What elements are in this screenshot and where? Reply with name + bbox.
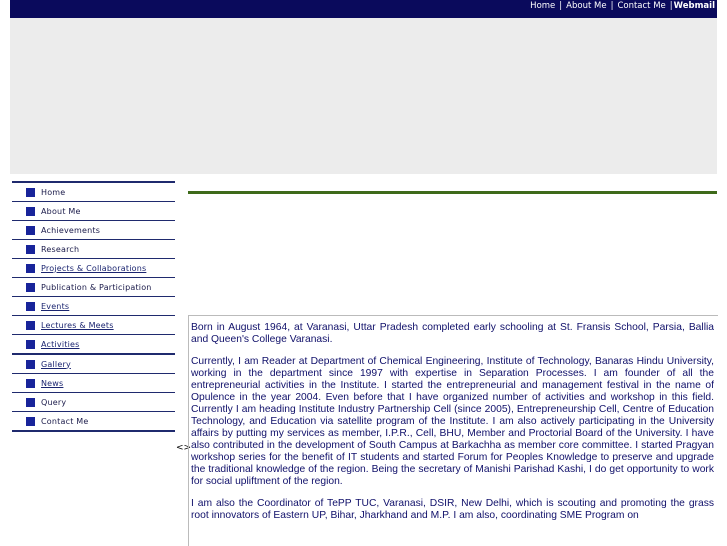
top-link-home[interactable]: Home [530, 1, 556, 11]
top-link-webmail[interactable]: Webmail [673, 1, 715, 11]
paragraph: Currently, I am Reader at Department of Chemical Engineering, Institute of Technology, Banaras Hindu University, working in the department since 1997 with expertise in Separation Processes. I am founder of all the entrepreneurial activities in the Institute. I started the entrepreneurial and management festival in the name of Opulence in the year 2004. Even before that I have organized number of activities and workshop in this field. Currently I am heading Institute Industry Partnership Cell (since 2005), Entrepreneurship Cell, Centre of Education Technology, and Education via satellite program of the Institute. I am also actively participating in the University affairs by putting my services as member, I.P.R., Cell, BHU, Member and Proctorial Board of the University. I have also contributed in the development of South Campus at Barkachha as member core committee. I started Pragyan workshop series for the benefit of IT students and started Forum for Peoples Knowledge to preserve and upgrade the traditional knowledge of the region. Being the secretary of Manishi Parishad Kashi, I do get opportunity to work for social upliftment of the region. [191, 356, 714, 487]
sidebar-item-label: Lectures & Meets [41, 320, 114, 330]
sidebar-item-news[interactable] [12, 374, 175, 393]
sidebar-item-label: Research [41, 244, 80, 254]
sidebar-item-label: Gallery [41, 359, 71, 369]
square-bullet-icon [26, 360, 35, 369]
square-bullet-icon [26, 417, 35, 426]
collapse-toggle[interactable]: <> [176, 443, 192, 453]
square-bullet-icon [26, 207, 35, 216]
sidebar-nav [12, 181, 175, 432]
sidebar-item-research[interactable] [12, 240, 175, 259]
sidebar-item-label: Achievements [41, 225, 101, 235]
separator: | [669, 1, 673, 11]
sidebar-item-contact-me[interactable] [12, 412, 175, 432]
top-navigation-bar [10, 0, 717, 18]
paragraph: I am also the Coordinator of TePP TUC, Varanasi, DSIR, New Delhi, which is scouting and promoting the grass root innovators of Eastern UP, Bihar, Jharkhand and M.P. I am also, coordinating SME Program on [191, 498, 714, 521]
sidebar-item-events[interactable] [12, 297, 175, 316]
sidebar-item-label: About Me [41, 206, 81, 216]
square-bullet-icon [26, 283, 35, 292]
square-bullet-icon [26, 398, 35, 407]
sidebar-item-label: Home [41, 187, 66, 197]
separator: | [559, 1, 563, 11]
page-margin [0, 0, 10, 545]
sidebar-item-query[interactable] [12, 393, 175, 412]
square-bullet-icon [26, 302, 35, 311]
square-bullet-icon [26, 226, 35, 235]
square-bullet-icon [26, 340, 35, 349]
sidebar-item-label: Projects & Collaborations [41, 263, 147, 273]
sidebar-item-publication[interactable] [12, 278, 175, 297]
sidebar-item-achievements[interactable] [12, 221, 175, 240]
paragraph: Born in August 1964, at Varanasi, Uttar Pradesh completed early schooling at St. Fransis School, Parsia, Ballia and Queen's College Varanasi. [191, 322, 714, 345]
sidebar-item-gallery[interactable] [12, 355, 175, 374]
sidebar-item-lectures[interactable] [12, 316, 175, 335]
sidebar-item-label: Events [41, 301, 70, 311]
separator: | [610, 1, 614, 11]
square-bullet-icon [26, 188, 35, 197]
square-bullet-icon [26, 264, 35, 273]
top-links [530, 1, 715, 11]
biography-text [191, 322, 714, 532]
sidebar-item-activities[interactable] [12, 335, 175, 355]
sidebar-item-label: Query [41, 397, 67, 407]
square-bullet-icon [26, 245, 35, 254]
top-link-about[interactable]: About Me [566, 1, 607, 11]
square-bullet-icon [26, 321, 35, 330]
sidebar-item-label: Publication & Participation [41, 282, 152, 292]
sidebar-item-label: Contact Me [41, 416, 89, 426]
sidebar-item-about-me[interactable] [12, 202, 175, 221]
sidebar-item-projects[interactable] [12, 259, 175, 278]
sidebar-item-home[interactable] [12, 181, 175, 202]
header-banner [10, 18, 717, 174]
top-link-contact[interactable]: Contact Me [617, 1, 666, 11]
square-bullet-icon [26, 379, 35, 388]
divider [188, 191, 717, 194]
sidebar-item-label: News [41, 378, 64, 388]
sidebar-item-label: Activities [41, 339, 80, 349]
